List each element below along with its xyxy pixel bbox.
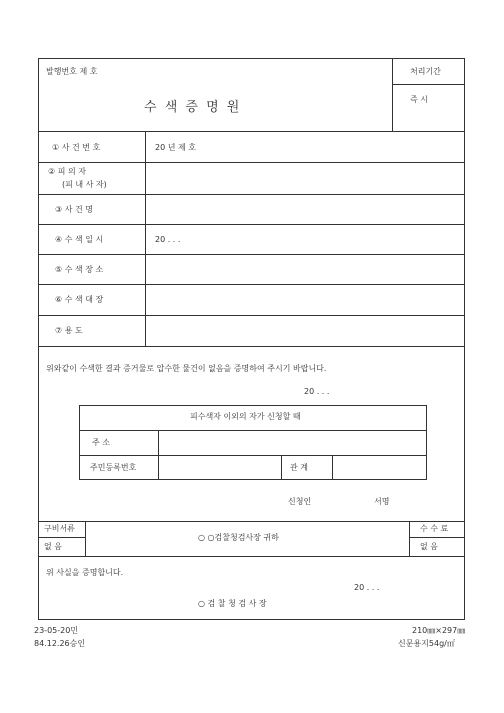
- paper-type: 신문용지54g/㎡: [398, 639, 455, 648]
- search-datetime-value: 20 . . .: [155, 235, 181, 244]
- purpose-label: ⑦ 용 도: [55, 326, 83, 335]
- certification-statement: 위 사실을 증명합니다.: [46, 568, 124, 577]
- case-name-label: ③ 사 건 명: [55, 205, 93, 214]
- processing-period-label: 처리기간: [410, 67, 441, 76]
- issue-number: 발행번호 제 호: [46, 67, 98, 76]
- form-code: 23-05-20민: [34, 626, 79, 635]
- applicant-label: 신청인: [288, 497, 312, 506]
- required-docs-label: 구비서류: [44, 524, 75, 533]
- case-number-label: ① 사 건 번 호: [52, 143, 101, 152]
- processing-period-value: 즉 시: [410, 95, 428, 104]
- certification-issuer: ○ 검 찰 청 검 사 장: [198, 599, 267, 608]
- address-label: 주 소: [92, 438, 110, 447]
- request-date: 20 . . .: [304, 387, 330, 396]
- signature-label: 서명: [374, 497, 390, 506]
- relation-label: 관 계: [290, 463, 308, 472]
- search-target-label: ⑥ 수 색 대 장: [55, 295, 104, 304]
- addressee: ○ ○검찰청검사장 귀하: [198, 533, 279, 542]
- search-place-label: ⑤ 수 색 장 소: [55, 265, 104, 274]
- case-number-value: 20 년 제 호: [155, 143, 196, 152]
- certification-date: 20 . . .: [354, 583, 380, 592]
- approval-date: 84.12.26승인: [34, 639, 86, 648]
- suspect-label: ② 피 의 자: [48, 167, 86, 176]
- resident-number-label: 주민등록번호: [90, 463, 137, 472]
- third-party-title: 피수색자 이외의 자가 신청할 때: [190, 412, 301, 421]
- form-title: 수 색 증 명 원: [144, 100, 242, 115]
- paper-size: 210㎜×297㎜: [412, 626, 466, 635]
- request-statement: 위와같이 수색한 결과 증거물로 압수한 물건이 없음을 증명하여 주시기 바랍니다.: [46, 364, 327, 373]
- fee-label: 수 수 료: [420, 524, 449, 533]
- required-docs-value: 없 음: [44, 542, 62, 551]
- fee-value: 없 음: [420, 542, 438, 551]
- search-datetime-label: ④ 수 색 일 시: [55, 235, 104, 244]
- suspect-sublabel: (피 내 사 자): [62, 180, 107, 189]
